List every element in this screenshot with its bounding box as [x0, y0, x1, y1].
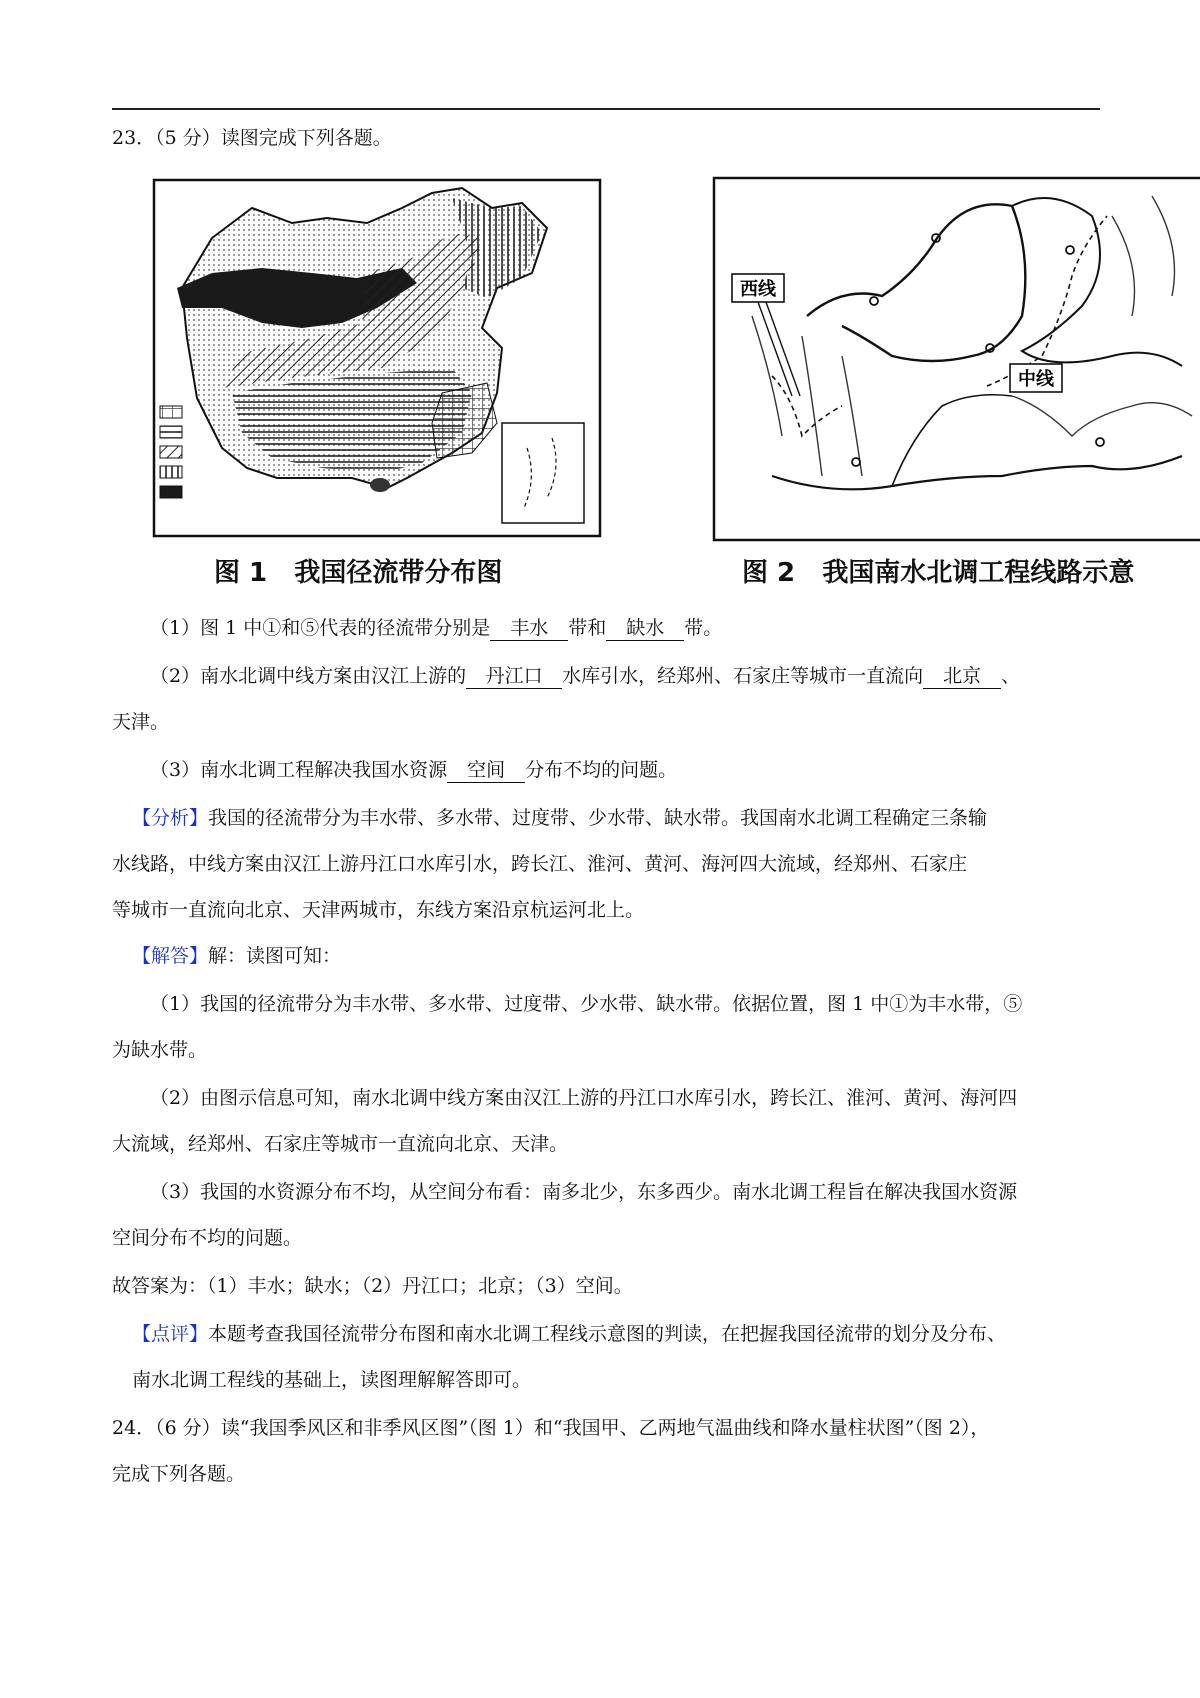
analysis-tag: 【分析】 — [132, 807, 209, 829]
answer-line-3: （2）由图示信息可知，南水北调中线方案由汉江上游的丹江口水库引水，跨长江、淮河、黄河、海河四 — [150, 1087, 1018, 1109]
header-rule — [112, 108, 1100, 110]
final-answer: 故答案为：（1）丰水；缺水；（2）丹江口；北京；（3）空间。 — [112, 1275, 633, 1297]
analysis-line-1 — [132, 806, 987, 830]
q23-sub1-text-b: 带和 — [568, 617, 607, 639]
answer-intro-line — [132, 944, 341, 968]
q24-line-2: 完成下列各题。 — [112, 1463, 246, 1485]
fig2-label-west: 西线 — [740, 279, 776, 300]
figure-2-caption-title: 我国南水北调工程线路示意 — [822, 558, 1135, 588]
comment-line-1 — [132, 1322, 1006, 1346]
q23-sub3-answer-1: 空间 — [447, 758, 525, 783]
comment-text-1: 本题考查我国径流带分布图和南水北调工程线示意图的判读，在把握我国径流带的划分及分布、 — [208, 1323, 1007, 1345]
answer-line-4: 大流域，经郑州、石家庄等城市一直流向北京、天津。 — [112, 1133, 569, 1155]
q23-sub1-text-c: 带。 — [684, 617, 723, 639]
analysis-line-3: 等城市一直流向北京、天津两城市，东线方案沿京杭运河北上。 — [112, 899, 645, 921]
q24-line-1: 24．（6 分）读“我国季风区和非季风区图”（图 1）和“我国甲、乙两地气温曲线和降水量柱状图”（图 2）， — [112, 1417, 990, 1439]
q23-sub2-text-a: （2）南水北调中线方案由汉江上游的 — [150, 665, 467, 687]
figure-2-caption — [742, 552, 1134, 589]
q23-sub2-cont: 天津。 — [112, 711, 170, 733]
answer-intro: 解：读图可知： — [208, 945, 342, 967]
q23-sub1-answer-1: 丰水 — [490, 616, 568, 641]
q23-sub1 — [150, 616, 722, 641]
q23-sub2-answer-2: 北京 — [923, 664, 1001, 689]
figure-1-caption-title: 我国径流带分布图 — [294, 558, 503, 588]
q23-sub1-answer-2: 缺水 — [606, 616, 684, 641]
q23-sub2-answer-1: 丹江口 — [466, 664, 562, 689]
figure-1-runoff-map — [152, 178, 604, 542]
comment-line-2: 南水北调工程线的基础上，读图理解解答即可。 — [132, 1369, 532, 1391]
comment-tag: 【点评】 — [132, 1323, 209, 1345]
analysis-text-1: 我国的径流带分为丰水带、多水带、过度带、少水带、缺水带。我国南水北调工程确定三条输 — [208, 807, 988, 829]
q23-sub3 — [150, 758, 677, 783]
answer-line-2: 为缺水带。 — [112, 1039, 208, 1061]
fig2-label-mid: 中线 — [1018, 369, 1054, 390]
figure-2-caption-number: 图 2 — [742, 558, 796, 588]
q23-sub2-text-b: 水库引水，经郑州、石家庄等城市一直流向 — [562, 665, 924, 687]
figure-1-caption-number: 图 1 — [214, 558, 268, 588]
q23-sub3-text-a: （3）南水北调工程解决我国水资源 — [150, 759, 448, 781]
analysis-line-2: 水线路，中线方案由汉江上游丹江口水库引水，跨长江、淮河、黄河、海河四大流域，经郑州、石家庄 — [112, 853, 968, 875]
q23-sub3-text-b: 分布不均的问题。 — [525, 759, 678, 781]
answer-line-5: （3）我国的水资源分布不均，从空间分布看：南多北少，东多西少。南水北调工程旨在解决我国水资源 — [150, 1181, 1018, 1203]
figure-1-caption — [214, 552, 502, 589]
answer-tag: 【解答】 — [132, 945, 209, 967]
q23-sub1-text-a: （1）图 1 中①和⑤代表的径流带分别是 — [150, 617, 491, 639]
figure-2-diversion-map — [712, 176, 1200, 544]
q23-sub2-text-c: 、 — [1001, 665, 1021, 687]
q23-stem: 23．（5 分）读图完成下列各题。 — [112, 127, 392, 149]
answer-line-6: 空间分布不均的问题。 — [112, 1227, 303, 1249]
answer-line-1: （1）我国的径流带分为丰水带、多水带、过度带、少水带、缺水带。依据位置，图 1 中①为丰水带，⑤ — [150, 993, 1023, 1015]
q23-sub2 — [150, 664, 1020, 689]
